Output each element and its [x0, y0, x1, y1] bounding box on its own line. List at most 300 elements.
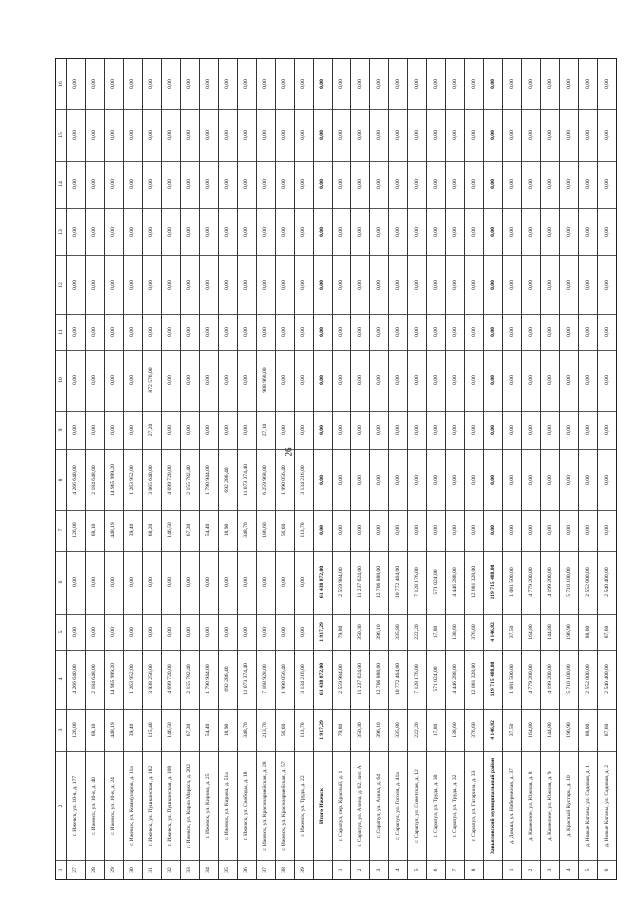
value-cell: 0,00 — [319, 425, 326, 435]
value-cell: 0,00 — [129, 226, 136, 237]
value-cell: 0,00 — [375, 279, 382, 290]
value-cell: 0,00 — [110, 279, 117, 290]
value-cell: 0,00 — [148, 279, 155, 290]
column-number: 7 — [58, 529, 64, 532]
value-cell: 0,00 — [470, 226, 477, 237]
value-cell: 0,00 — [338, 129, 344, 140]
band-divider — [56, 314, 616, 315]
row-number: 37 — [262, 866, 269, 873]
row-divider — [426, 59, 427, 879]
value-cell: 335,80 — [394, 624, 401, 640]
row-divider — [445, 59, 446, 879]
value-cell: 10 772 464,00 — [394, 663, 401, 696]
value-cell: 0,00 — [565, 279, 572, 290]
value-cell: 0,00 — [300, 129, 307, 140]
value-cell: 0,00 — [262, 327, 269, 337]
value-cell: 11 237 624,00 — [356, 566, 363, 599]
value-cell: 0,00 — [375, 474, 382, 485]
address-cell: г. Сарапул, ул. Труда, д. 32 — [451, 774, 458, 838]
value-cell: 0,00 — [319, 78, 326, 89]
value-cell: 4 266 640,00 — [72, 464, 79, 495]
value-cell: 0,00 — [527, 474, 534, 485]
value-cell: 0,00 — [148, 577, 155, 588]
address-cell: г. Ижевск, ул. Пушкинская, д. 108 — [167, 765, 174, 846]
value-cell: 0,00 — [262, 179, 269, 190]
value-cell: 0,00 — [148, 226, 155, 237]
value-cell: 0,00 — [413, 179, 420, 190]
value-cell: 0,00 — [281, 78, 288, 89]
address-cell: д. Новые Каганы, ул. Садовая, д. 1 — [584, 764, 591, 847]
value-cell: 0,00 — [489, 129, 496, 140]
value-cell: 0,00 — [129, 627, 136, 637]
value-cell: 0,00 — [167, 279, 174, 290]
value-cell: 1 790 944,00 — [205, 664, 212, 694]
value-cell: 126,00 — [72, 722, 79, 738]
value-cell: 0,00 — [489, 327, 496, 337]
value-cell: 0,00 — [205, 375, 212, 386]
value-cell: 872 576,00 — [148, 367, 155, 393]
value-cell: 119 715 488,00 — [489, 661, 496, 697]
value-cell: 0,00 — [91, 425, 98, 435]
column-number: 15 — [58, 131, 64, 138]
row-number: 7 — [451, 868, 458, 871]
value-cell: 0,00 — [470, 525, 477, 536]
rotated-register-table — [55, 58, 617, 880]
value-cell: 0,00 — [300, 78, 307, 89]
value-cell: 0,00 — [186, 375, 193, 386]
value-cell: 113,70 — [300, 522, 307, 539]
value-cell: 0,00 — [186, 226, 193, 237]
value-cell: 0,00 — [489, 179, 496, 190]
address-cell: г. Ижевск, ул. Кирова, д. 25 — [205, 773, 212, 839]
value-cell: 0,00 — [205, 129, 212, 140]
value-cell: 0,00 — [300, 226, 307, 237]
value-cell: 88,00 — [584, 723, 591, 737]
value-cell: 0,00 — [186, 577, 193, 588]
value-cell: 0,00 — [432, 179, 439, 190]
value-cell: 376,60 — [470, 624, 477, 640]
row-divider — [256, 59, 257, 879]
value-cell: 0,00 — [546, 425, 553, 435]
value-cell: 0,00 — [300, 425, 307, 435]
value-cell: 350,30 — [356, 624, 363, 640]
value-cell: 0,00 — [167, 327, 174, 337]
value-cell: 0,00 — [91, 327, 98, 337]
value-cell: 0,00 — [527, 129, 534, 140]
address-cell: г. Сарапул, ул. Труда, д. 30 — [432, 774, 439, 838]
row-number: 2 — [527, 868, 534, 871]
value-cell: 7 168 928,00 — [262, 664, 269, 694]
value-cell: 3 134 216,00 — [300, 664, 307, 694]
value-cell: 0,00 — [148, 627, 155, 637]
value-cell: 0,00 — [110, 327, 117, 337]
value-cell: 0,00 — [243, 279, 250, 290]
value-cell: 68,10 — [91, 524, 98, 537]
row-number: 31 — [148, 866, 155, 873]
value-cell: 0,00 — [205, 627, 212, 637]
value-cell: 2 559 984,00 — [338, 664, 344, 694]
value-cell: 0,00 — [110, 179, 117, 190]
value-cell: 0,00 — [110, 627, 117, 637]
value-cell: 0,00 — [565, 375, 572, 386]
value-cell: 0,00 — [546, 279, 553, 290]
value-cell: 0,00 — [167, 375, 174, 386]
address-cell: д. Красный Кустарь, д. 10 — [565, 775, 572, 837]
value-cell: 0,00 — [527, 525, 534, 536]
address-cell: г. Ижевск, ул. 10-я, д. 40 — [91, 776, 98, 835]
value-cell: 0,00 — [489, 525, 496, 536]
value-cell: 0,00 — [110, 577, 117, 588]
row-number: 29 — [110, 866, 117, 873]
value-cell: 0,00 — [527, 78, 534, 89]
value-cell: 0,00 — [205, 327, 212, 337]
value-cell: 0,00 — [148, 327, 155, 337]
value-cell: 0,00 — [508, 129, 515, 140]
value-cell: 0,00 — [72, 129, 79, 140]
value-cell: 0,00 — [489, 375, 496, 386]
value-cell: 0,00 — [470, 327, 477, 337]
row-divider — [142, 59, 143, 879]
value-cell: 0,00 — [224, 179, 231, 190]
row-divider — [199, 59, 200, 879]
value-cell: 0,00 — [451, 425, 458, 435]
value-cell: 196,90 — [565, 722, 572, 738]
row-number: 28 — [91, 866, 98, 873]
value-cell: 0,00 — [243, 627, 250, 637]
band-divider — [56, 161, 616, 162]
value-cell: 0,00 — [432, 226, 439, 237]
value-cell: 0,00 — [186, 78, 193, 89]
value-cell: 0,00 — [167, 78, 174, 89]
value-cell: 164,80 — [527, 624, 534, 640]
value-cell: 87,60 — [603, 723, 610, 737]
band-divider — [56, 650, 616, 651]
value-cell: 186,60 — [262, 522, 269, 539]
value-cell: 0,00 — [91, 78, 98, 89]
value-cell: 4 199 200,00 — [546, 664, 553, 694]
value-cell: 213,70 — [262, 722, 269, 738]
value-cell: 0,00 — [375, 129, 382, 140]
value-cell: 0,00 — [584, 474, 591, 485]
value-cell: 0,00 — [243, 425, 250, 435]
value-cell: 0,00 — [91, 129, 98, 140]
value-cell: 222,20 — [413, 722, 420, 738]
value-cell: 0,00 — [394, 226, 401, 237]
value-cell: 0,00 — [281, 279, 288, 290]
band-divider — [56, 350, 616, 351]
value-cell: 0,00 — [186, 129, 193, 140]
value-cell: 0,00 — [300, 627, 307, 637]
value-cell: 0,00 — [243, 129, 250, 140]
row-number: 6 — [432, 868, 439, 871]
value-cell: 0,00 — [508, 179, 515, 190]
value-cell: 0,00 — [72, 226, 79, 237]
row-divider — [578, 59, 579, 879]
value-cell: 12 706 888,00 — [375, 663, 382, 696]
value-cell: 0,00 — [546, 327, 553, 337]
value-cell: 0,00 — [319, 279, 326, 290]
value-cell: 0,00 — [72, 279, 79, 290]
value-cell: 0,00 — [451, 375, 458, 386]
value-cell: 0,00 — [300, 179, 307, 190]
value-cell: 12 081 328,00 — [470, 566, 477, 599]
row-number: 39 — [300, 866, 307, 873]
value-cell: 54,40 — [205, 723, 212, 737]
value-cell: 0,00 — [413, 375, 420, 386]
value-cell: 0,00 — [224, 279, 231, 290]
row-divider — [407, 59, 408, 879]
address-cell: г. Сарапул, ул. Азина, д. 64 — [375, 773, 382, 838]
value-cell: 0,00 — [129, 279, 136, 290]
column-number: 2 — [58, 804, 64, 808]
value-cell: 4 199 200,00 — [546, 567, 553, 598]
value-cell: 0,00 — [72, 179, 79, 190]
value-cell: 0,00 — [432, 327, 439, 337]
value-cell: 0,00 — [319, 474, 326, 485]
value-cell: 0,00 — [243, 78, 250, 89]
value-cell: 0,00 — [338, 179, 344, 190]
value-cell: 17,80 — [432, 723, 439, 737]
value-cell: 2 184 648,00 — [91, 464, 98, 495]
row-divider — [104, 59, 105, 879]
value-cell: 0,00 — [110, 78, 117, 89]
band-divider — [56, 751, 616, 752]
value-cell: 0,00 — [527, 226, 534, 237]
column-number: 14 — [58, 181, 64, 188]
row-number: 30 — [129, 866, 136, 873]
value-cell: 1 081 500,00 — [508, 567, 515, 598]
value-cell: 448,19 — [110, 522, 117, 539]
column-number: 4 — [58, 677, 64, 681]
column-number: 10 — [58, 377, 64, 384]
value-cell: 138,60 — [451, 722, 458, 738]
value-cell: 0,00 — [565, 179, 572, 190]
value-cell: 0,00 — [129, 577, 136, 588]
value-cell: 0,00 — [262, 279, 269, 290]
value-cell: 0,00 — [281, 129, 288, 140]
value-cell: 0,00 — [243, 375, 250, 386]
value-cell: 0,00 — [91, 226, 98, 237]
value-cell: 0,00 — [451, 179, 458, 190]
value-cell: 11 237 624,00 — [356, 663, 363, 696]
value-cell: 2 552 000,00 — [584, 664, 591, 694]
value-cell: 2 155 782,40 — [186, 664, 193, 694]
band-divider — [56, 449, 616, 450]
row-number: 3 — [546, 868, 553, 871]
value-cell: 0,00 — [338, 226, 344, 237]
value-cell: 0,00 — [224, 327, 231, 337]
value-cell: 2 155 782,40 — [186, 464, 193, 495]
value-cell: 0,00 — [603, 474, 610, 485]
address-cell: г. Ижевск, ул. Красноармейская, д. 28 — [262, 761, 269, 851]
value-cell: 18,90 — [224, 723, 231, 737]
value-cell: 3 938 256,00 — [148, 664, 155, 694]
value-cell: 67,30 — [186, 723, 193, 737]
value-cell: 0,00 — [508, 474, 515, 485]
value-cell: 0,00 — [167, 627, 174, 637]
value-cell: 0,00 — [375, 425, 382, 435]
value-cell: 0,00 — [565, 78, 572, 89]
row-divider — [483, 59, 484, 879]
value-cell: 692 286,40 — [224, 666, 231, 692]
value-cell: 0,00 — [281, 577, 288, 588]
band-divider — [56, 860, 616, 861]
header-divider — [66, 59, 67, 879]
address-cell: г. Сарапул, ул. Советская, д. 12 — [413, 768, 420, 843]
row-divider — [123, 59, 124, 879]
value-cell: 0,00 — [432, 279, 439, 290]
value-cell: 0,00 — [356, 179, 363, 190]
row-divider — [332, 59, 333, 879]
value-cell: 0,00 — [110, 129, 117, 140]
value-cell: 4 699 720,00 — [167, 464, 174, 495]
value-cell: 1 263 952,00 — [129, 664, 136, 694]
value-cell: 87,60 — [603, 625, 610, 639]
value-cell: 0,00 — [110, 226, 117, 237]
value-cell: 0,00 — [91, 279, 98, 290]
row-number: 38 — [281, 866, 288, 873]
value-cell: 27,10 — [262, 423, 269, 437]
value-cell: 0,00 — [262, 78, 269, 89]
value-cell: 0,00 — [432, 525, 439, 536]
value-cell: 4 146,82 — [489, 622, 496, 642]
address-cell: Итого Ижевск — [319, 787, 326, 824]
value-cell: 0,00 — [356, 279, 363, 290]
value-cell: 0,00 — [603, 129, 610, 140]
value-cell: 0,00 — [338, 375, 344, 386]
value-cell: 448,19 — [110, 722, 117, 738]
value-cell: 0,00 — [470, 375, 477, 386]
row-number: 4 — [394, 868, 401, 871]
row-number: 3 — [375, 868, 382, 871]
value-cell: 0,00 — [91, 577, 98, 588]
value-cell: 0,00 — [527, 375, 534, 386]
value-cell: 11 073 374,40 — [243, 463, 250, 496]
value-cell: 4 446 288,00 — [451, 567, 458, 598]
column-number: 1 — [58, 868, 64, 871]
value-cell: 0,00 — [356, 425, 363, 435]
value-cell: 0,00 — [375, 327, 382, 337]
value-cell: 0,00 — [205, 425, 212, 435]
value-cell: 0,00 — [394, 525, 401, 536]
value-cell: 0,00 — [167, 129, 174, 140]
value-cell: 0,00 — [584, 78, 591, 89]
value-cell: 4 779 200,00 — [527, 567, 534, 598]
column-number: 11 — [58, 329, 64, 335]
value-cell: 0,00 — [262, 627, 269, 637]
value-cell: 0,00 — [451, 525, 458, 536]
row-divider — [464, 59, 465, 879]
address-cell: г. Сарапул, ул. Гоголя, д. 41а — [394, 772, 401, 840]
value-cell: 196,90 — [565, 624, 572, 640]
column-number: 6 — [58, 581, 64, 584]
address-cell: Завьяловский муниципальный район — [489, 757, 496, 854]
value-cell: 18,90 — [224, 524, 231, 537]
value-cell: 0,00 — [413, 474, 420, 485]
value-cell: 0,00 — [413, 78, 420, 89]
value-cell: 17,80 — [432, 625, 439, 639]
value-cell: 79,80 — [338, 625, 344, 639]
value-cell: 0,00 — [527, 179, 534, 190]
value-cell: 0,00 — [148, 129, 155, 140]
value-cell: 0,00 — [129, 375, 136, 386]
value-cell: 0,00 — [375, 525, 382, 536]
column-number: 9 — [58, 428, 64, 432]
address-cell: г. Сарапул, пер. Красный, д. 1 — [338, 770, 344, 842]
value-cell: 2 559 984,00 — [338, 567, 344, 598]
value-cell: 0,00 — [224, 78, 231, 89]
value-cell: 0,00 — [129, 78, 136, 89]
row-number: 27 — [72, 866, 79, 873]
value-cell: 0,00 — [451, 226, 458, 237]
value-cell: 0,00 — [470, 179, 477, 190]
value-cell: 0,00 — [186, 179, 193, 190]
value-cell: 0,00 — [565, 129, 572, 140]
value-cell: 0,00 — [432, 129, 439, 140]
row-number: 8 — [470, 868, 477, 871]
value-cell: 56,60 — [281, 524, 288, 537]
value-cell: 0,00 — [129, 425, 136, 435]
address-cell: г. Ижевск, ул. Красноармейская, д. 57 — [281, 761, 288, 851]
row-number: 34 — [205, 866, 212, 873]
value-cell: 0,00 — [300, 577, 307, 588]
value-cell: 0,00 — [470, 425, 477, 435]
band-divider — [56, 255, 616, 256]
value-cell: 56,60 — [281, 723, 288, 737]
value-cell: 0,00 — [508, 327, 515, 337]
row-number: 33 — [186, 866, 193, 873]
column-number: 13 — [58, 228, 64, 235]
value-cell: 2 552 000,00 — [584, 567, 591, 598]
value-cell: 0,00 — [375, 78, 382, 89]
value-cell: 0,00 — [413, 525, 420, 536]
value-cell: 144,80 — [546, 722, 553, 738]
value-cell: 0,00 — [508, 78, 515, 89]
row-divider — [350, 59, 351, 879]
value-cell: 0,00 — [546, 474, 553, 485]
value-cell: 0,00 — [72, 577, 79, 588]
value-cell: 0,00 — [584, 327, 591, 337]
value-cell: 146,50 — [167, 722, 174, 738]
row-number: 1 — [338, 868, 344, 871]
value-cell: 0,00 — [356, 129, 363, 140]
value-cell: 0,00 — [584, 525, 591, 536]
value-cell: 0,00 — [584, 129, 591, 140]
value-cell: 7 128 176,00 — [413, 567, 420, 598]
value-cell: 0,00 — [413, 425, 420, 435]
row-number: 5 — [413, 868, 420, 871]
value-cell: 126,00 — [72, 522, 79, 539]
value-cell: 0,00 — [603, 279, 610, 290]
value-cell: 0,00 — [262, 226, 269, 237]
address-cell: г. Ижевск, ул. Карла Маркса, д. 202 — [186, 763, 193, 848]
value-cell: 0,00 — [527, 425, 534, 435]
value-cell: 0,00 — [91, 179, 98, 190]
value-cell: 4 266 640,00 — [72, 664, 79, 694]
row-divider — [369, 59, 370, 879]
value-cell: 0,00 — [205, 226, 212, 237]
value-cell: 0,00 — [432, 375, 439, 386]
value-cell: 0,00 — [262, 129, 269, 140]
value-cell: 0,00 — [186, 627, 193, 637]
value-cell: 0,00 — [603, 327, 610, 337]
value-cell: 115,40 — [148, 722, 155, 738]
row-divider — [559, 59, 560, 879]
value-cell: 0,00 — [470, 129, 477, 140]
value-cell: 61 438 872,00 — [319, 663, 326, 696]
value-cell: 0,00 — [110, 425, 117, 435]
value-cell: 0,00 — [129, 327, 136, 337]
